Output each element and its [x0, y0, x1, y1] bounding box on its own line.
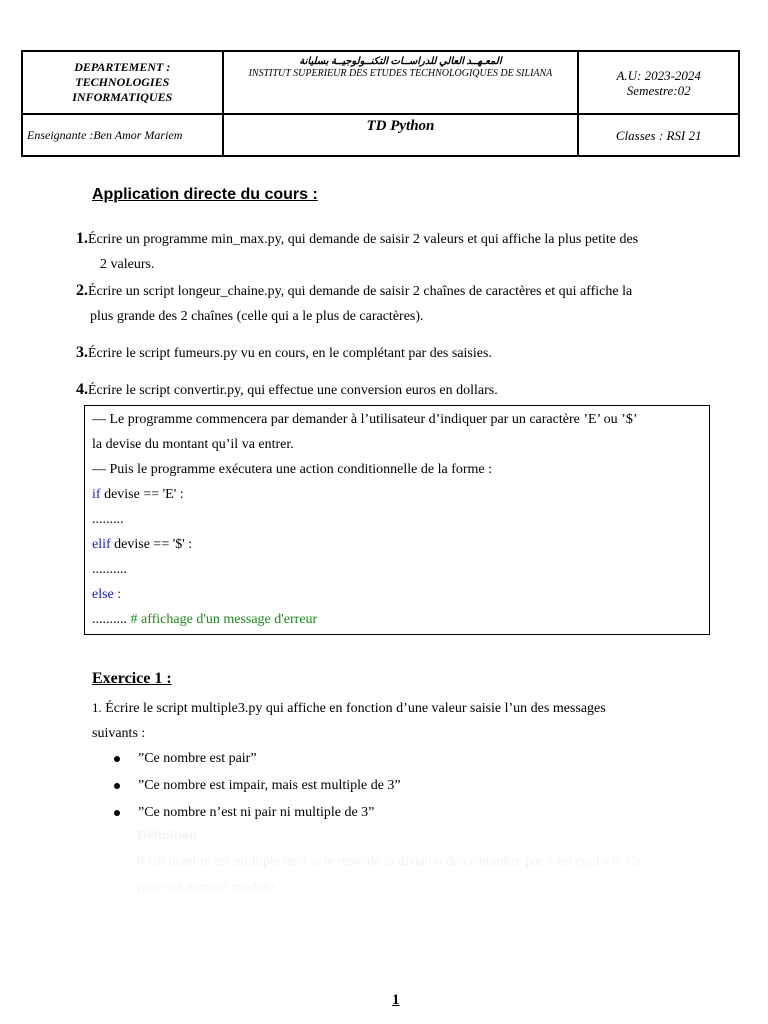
teacher-cell: Enseignante :Ben Amor Mariem: [22, 114, 223, 156]
faint-definition-text: [137, 849, 707, 901]
list-item: [112, 745, 401, 772]
question-number: 2.: [76, 282, 88, 299]
exercise-title: Exercice 1 :: [92, 670, 172, 687]
page-number: 1: [392, 992, 400, 1008]
bullet-icon: [114, 783, 120, 789]
institute-arabic: المعـهــد العالي للدراســات التكنــولوجيــة بسليانة: [299, 56, 502, 67]
code-instruction-1: — Le programme commencera par demander à l’utilisateur d’indiquer par un caractère ’E’ ou ’$’: [92, 412, 638, 427]
classes-cell: Classes : RSI 21: [578, 114, 739, 156]
question-3: [76, 340, 716, 366]
bullet-icon: [114, 756, 120, 762]
code-dots-3: ..........: [92, 612, 127, 627]
question-1: [76, 226, 716, 277]
exercise-text-cont: suivants :: [92, 726, 146, 741]
code-if-condition: devise == 'E' :: [100, 487, 184, 502]
year-cell: [578, 51, 739, 114]
document-title: TD Python: [223, 114, 579, 156]
keyword-if: if: [92, 487, 101, 502]
list-item-text: ”Ce nombre n’est ni pair ni multiple de 3”: [138, 805, 375, 820]
header-table: [21, 50, 740, 157]
list-item: [112, 772, 401, 799]
question-2: [76, 278, 716, 329]
list-item-text: ”Ce nombre est pair”: [138, 751, 257, 766]
question-text-cont: 2 valeurs.: [100, 257, 155, 272]
institute-cell: [223, 51, 579, 114]
keyword-elif: elif: [92, 537, 111, 552]
faint-definition-line-2: reste est nommé modulo: [137, 880, 275, 895]
question-number: 1.: [76, 230, 88, 247]
code-instruction-2: la devise du montant qu’il va entrer.: [92, 437, 294, 452]
question-text-cont: plus grande des 2 chaînes (celle qui a le plus de caractères).: [90, 309, 424, 324]
code-if-line: [92, 482, 702, 507]
list-item-text: ”Ce nombre est impair, mais est multiple de 3”: [138, 778, 401, 793]
code-dots-2: ..........: [92, 562, 127, 577]
list-item: [112, 799, 401, 826]
message-list: [112, 745, 401, 826]
section-title: Application directe du cours :: [92, 186, 318, 203]
exercise-question: [92, 695, 712, 746]
institute-name: INSTITUT SUPERIEUR DES ETUDES TECHNOLOGIQUES DE SILIANA: [248, 68, 553, 79]
question-text: Écrire le script convertir.py, qui effectue une conversion euros en dollars.: [88, 383, 498, 398]
semester: Semestre:02: [626, 82, 691, 98]
question-4: [76, 377, 716, 403]
question-number: 3.: [76, 344, 88, 361]
question-text: Écrire le script fumeurs.py vu en cours, en le complétant par des saisies.: [88, 346, 492, 361]
code-else-body: [92, 607, 702, 632]
code-instruction-3: — Puis le programme exécutera une action conditionnelle de la forme :: [92, 462, 493, 477]
code-elif-line: [92, 532, 702, 557]
exercise-number: 1.: [92, 700, 102, 715]
question-text: Écrire un script longeur_chaine.py, qui demande de saisir 2 chaînes de caractères et qui affiche la: [88, 284, 633, 299]
faint-definition-line-1: 0 Un nombre est multiple de 3 si le reste de la division de ce nombre par 3 est égal à 0. Ce: [137, 854, 643, 869]
question-text: Écrire un programme min_max.py, qui demande de saisir 2 valeurs et qui affiche la plus petite des: [88, 232, 639, 247]
bullet-icon: [114, 810, 120, 816]
academic-year: A.U: 2023-2024: [616, 67, 701, 83]
faint-definition-heading: Définition: [137, 828, 197, 843]
code-elif-condition: devise == '$' :: [110, 537, 193, 552]
code-dots-1: .........: [92, 512, 124, 527]
exercise-text: Écrire le script multiple3.py qui affiche en fonction d’une valeur saisie l’un des messages: [101, 701, 606, 716]
question-number: 4.: [76, 381, 88, 398]
code-box: [84, 405, 710, 635]
code-comment: # affichage d'un message d'erreur: [130, 612, 318, 627]
keyword-else: else :: [92, 587, 122, 602]
department-cell: DEPARTEMENT : TECHNOLOGIES INFORMATIQUES: [22, 51, 223, 114]
